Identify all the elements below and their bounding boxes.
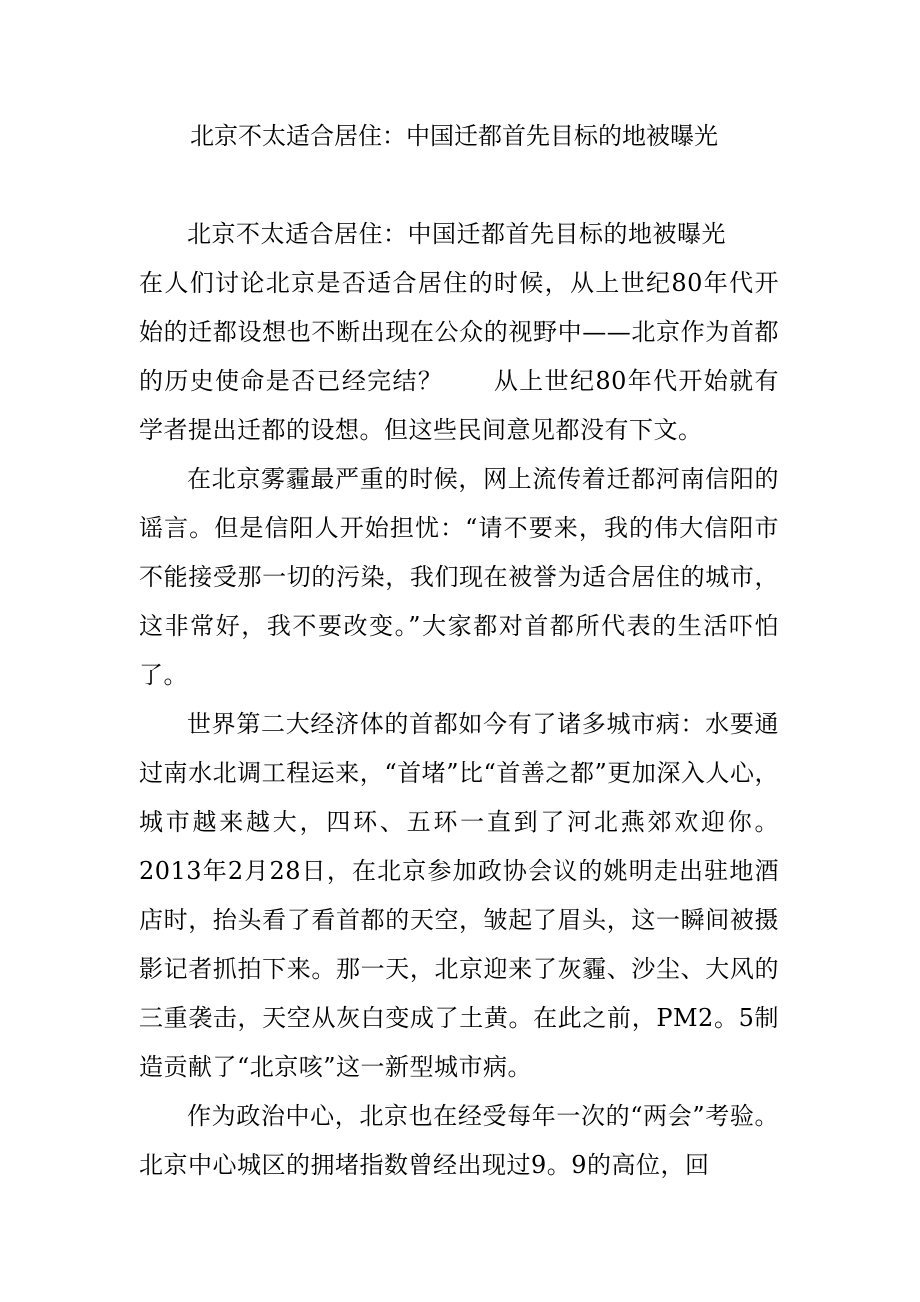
- document-body: [139, 210, 779, 1190]
- paragraph-2: 在北京雾霾最严重的时候，网上流传着迁都河南信阳的谣言。但是信阳人开始担忧：“请不要来，我的伟大信阳市不能接受那一切的污染，我们现在被誉为适合居住的城市，这非常好，我不要改变。”大家都对首都所代表的生活吓怕了。: [139, 465, 779, 689]
- document-subtitle: 北京不太适合居住：中国迁都首先目标的地被曝光: [187, 220, 726, 248]
- paragraph-1: 在人们讨论北京是否适合居住的时候，从上世纪80年代开始的迁都设想也不断出现在公众的视野中——北京作为首都的历史使命是否已经完结？ 从上世纪80年代开始就有学者提出迁都的设想。但这些民间意见都没有下文。: [139, 269, 779, 444]
- paragraph-3: 世界第二大经济体的首都如今有了诸多城市病：水要通过南水北调工程运来，“首堵”比“首善之都”更加深入人心，城市越来越大，四环、五环一直到了河北燕郊欢迎你。2013年2月28日，在北京参加政协会议的姚明走出驻地酒店时，抬头看了看首都的天空，皱起了眉头，这一瞬间被摄影记者抓拍下来。那一天，北京迎来了灰霾、沙尘、大风的三重袭击，天空从灰白变成了土黄。在此之前，PM2。5制造贡献了“北京咳”这一新型城市病。: [139, 710, 779, 1081]
- document-title: 北京不太适合居住：中国迁都首先目标的地被曝光: [190, 122, 718, 150]
- paragraph-4: 作为政治中心，北京也在经受每年一次的“两会”考验。北京中心城区的拥堵指数曾经出现过9。9的高位，回: [139, 1102, 779, 1179]
